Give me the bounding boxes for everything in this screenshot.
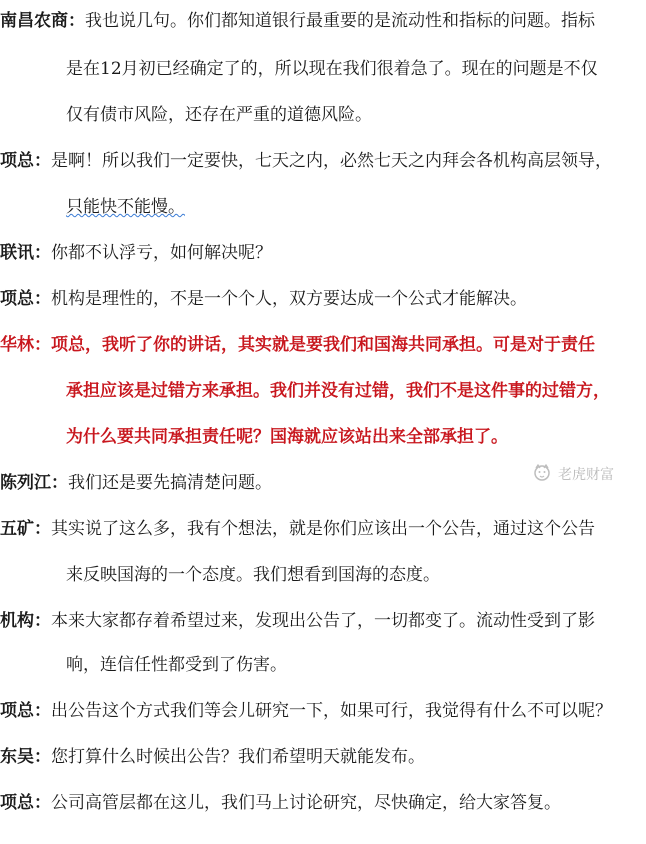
dialogue-text: 出公告这个方式我们等会儿研究一下，如果可行，我觉得有什么不可以呢？: [51, 701, 612, 721]
dialogue-text: 承担应该是过错方来承担。我们并没有过错，我们不是这件事的过错方，: [66, 381, 610, 401]
dialogue-line: [0, 380, 646, 402]
dialogue-line: [0, 334, 646, 356]
dialogue-line: [0, 518, 646, 540]
dialogue-text: 你都不认浮亏，如何解决呢？: [51, 243, 272, 263]
speaker-name: 南昌农商：: [0, 11, 85, 31]
tiger-logo-icon: [532, 462, 552, 486]
dialogue-line: [0, 700, 646, 722]
dialogue-line: [0, 58, 646, 80]
dialogue-line: [0, 242, 646, 264]
dialogue-text: 仅有债市风险，还存在严重的道德风险。: [66, 105, 372, 125]
speaker-name: 五矿：: [0, 519, 51, 539]
dialogue-line: [0, 746, 646, 768]
speaker-name: 联讯：: [0, 243, 51, 263]
dialogue-text: 项总，我听了你的讲话，其实就是要我们和国海共同承担。可是对于责任: [51, 335, 595, 355]
speaker-name: 陈列江：: [0, 473, 68, 493]
speaker-name: 项总：: [0, 793, 51, 813]
dialogue-line: [0, 10, 646, 32]
dialogue-text: 公司高管层都在这儿，我们马上讨论研究，尽快确定，给大家答复。: [51, 793, 561, 813]
dialogue-line: [0, 792, 646, 814]
watermark-text: 老虎财富: [558, 467, 614, 483]
dialogue-line: [0, 426, 646, 448]
dialogue-text: 本来大家都存着希望过来，发现出公告了，一切都变了。流动性受到了影: [51, 611, 595, 631]
dialogue-line: [0, 104, 646, 126]
dialogue-line: [0, 150, 646, 172]
speaker-name: 华林：: [0, 335, 51, 355]
speaker-name: 项总：: [0, 151, 51, 171]
dialogue-text: 其实说了这么多，我有个想法，就是你们应该出一个公告，通过这个公告: [51, 519, 595, 539]
speaker-name: 项总：: [0, 701, 51, 721]
dialogue-text: 机构是理性的，不是一个个人，双方要达成一个公式才能解决。: [51, 289, 527, 309]
dialogue-line: [0, 610, 646, 632]
dialogue-text: 我也说几句。你们都知道银行最重要的是流动性和指标的问题。指标: [85, 11, 595, 31]
dialogue-text: 我们还是要先搞清楚问题。: [68, 473, 272, 493]
speaker-name: 东吴：: [0, 747, 51, 767]
dialogue-line: [0, 654, 646, 676]
dialogue-text: 只能快不能慢。: [66, 197, 185, 217]
speaker-name: 项总：: [0, 289, 51, 309]
speaker-name: 机构：: [0, 611, 51, 631]
dialogue-text: 来反映国海的一个态度。我们想看到国海的态度。: [66, 565, 440, 585]
watermark: [532, 462, 614, 486]
dialogue-text: 响，连信任性都受到了伤害。: [66, 655, 287, 675]
dialogue-line: [0, 564, 646, 586]
dialogue-line: [0, 288, 646, 310]
dialogue-text: 您打算什么时候出公告？我们希望明天就能发布。: [51, 747, 425, 767]
dialogue-text: 为什么要共同承担责任呢？国海就应该站出来全部承担了。: [66, 427, 508, 447]
dialogue-text: 是在12月初已经确定了的，所以现在我们很着急了。现在的问题是不仅: [66, 59, 598, 79]
dialogue-line: [0, 196, 646, 218]
dialogue-text: 是啊！所以我们一定要快，七天之内，必然七天之内拜会各机构高层领导，: [51, 151, 612, 171]
